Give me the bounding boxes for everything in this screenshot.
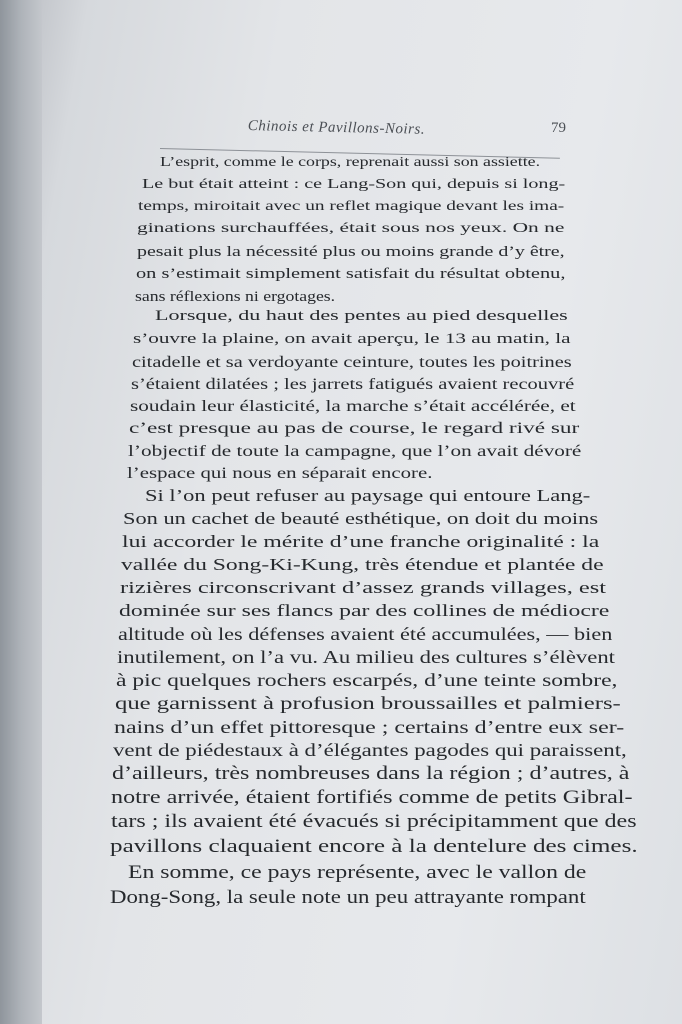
text-line: ginations surchauffées, était sous nos yeux. On ne	[137, 221, 565, 236]
text-line: c’est presque au pas de course, le regard rivé sur	[129, 420, 580, 437]
text-line: Si l’on peut refuser au paysage qui entoure Lang-	[145, 486, 591, 505]
text-line: Son un cachet de beauté esthétique, on doit du moins	[123, 509, 599, 528]
page-number: 79	[551, 120, 566, 136]
text-line: notre arrivée, étaient fortifiés comme de petits Gibral-	[111, 788, 633, 808]
running-title: Chinois et Pavillons-Noirs.	[247, 118, 426, 138]
text-line: soudain leur élasticité, la marche s’était accélérée, et	[130, 398, 576, 415]
text-line: citadelle et sa verdoyante ceinture, toutes les poitrines	[132, 354, 572, 371]
text-line: temps, miroitait avec un reflet magique devant les ima-	[138, 199, 565, 214]
text-line: En somme, ce pays représente, avec le vallon de	[128, 862, 587, 883]
text-line: l’espace qui nous en séparait encore.	[127, 465, 433, 482]
text-line: L’esprit, comme le corps, reprenait aussi son assiette.	[160, 155, 541, 170]
text-line: à pic quelques rochers escarpés, d’une teinte sombre,	[116, 670, 618, 690]
text-line: d’ailleurs, très nombreuses dans la région ; d’autres, à	[112, 764, 630, 784]
text-line: Le but était atteint : ce Lang-Son qui, depuis si long-	[142, 177, 566, 192]
text-line: pesait plus la nécessité plus ou moins grande d’y être,	[137, 244, 565, 260]
text-line: nains d’un effet pittoresque ; certains d’entre eux ser-	[114, 717, 625, 737]
text-line: vent de piédestaux à d’élégantes pagodes qui paraissent,	[113, 740, 627, 760]
text-line: vallée du Song-Ki-Kung, très étendue et plantée de	[121, 555, 604, 574]
text-line: s’ouvre la plaine, on avait aperçu, le 13 au matin, la	[133, 331, 571, 347]
text-line: sans réflexions ni ergotages.	[135, 289, 336, 305]
text-line: dominée sur ses flancs par des collines de médiocre	[119, 601, 610, 620]
text-line: s’étaient dilatées ; les jarrets fatigués avaient recouvré	[131, 376, 575, 393]
text-line: tars ; ils avaient été évacués si précipitamment que des	[111, 812, 637, 832]
text-line: pavillons claquaient encore à la dentelure des cimes.	[110, 836, 638, 857]
text-line: rizières circonscrivant d’assez grands villages, est	[120, 578, 607, 597]
text-line: inutilement, on l’a vu. Au milieu des cultures s’élèvent	[117, 647, 615, 667]
text-line: altitude où les défenses avaient été accumulées, — bien	[118, 624, 613, 644]
text-line: on s’estimait simplement satisfait du résultat obtenu,	[136, 266, 566, 282]
text-line: que garnissent à profusion broussailles et palmiers-	[115, 693, 621, 713]
text-line: Lorsque, du haut des pentes au pied desquelles	[155, 308, 568, 324]
text-line: Dong-Song, la seule note un peu attrayante rompant	[110, 887, 586, 908]
text-line: lui accorder le mérite d’une franche originalité : la	[122, 532, 600, 551]
text-line: l’objectif de toute la campagne, que l’on avait dévoré	[128, 443, 582, 460]
